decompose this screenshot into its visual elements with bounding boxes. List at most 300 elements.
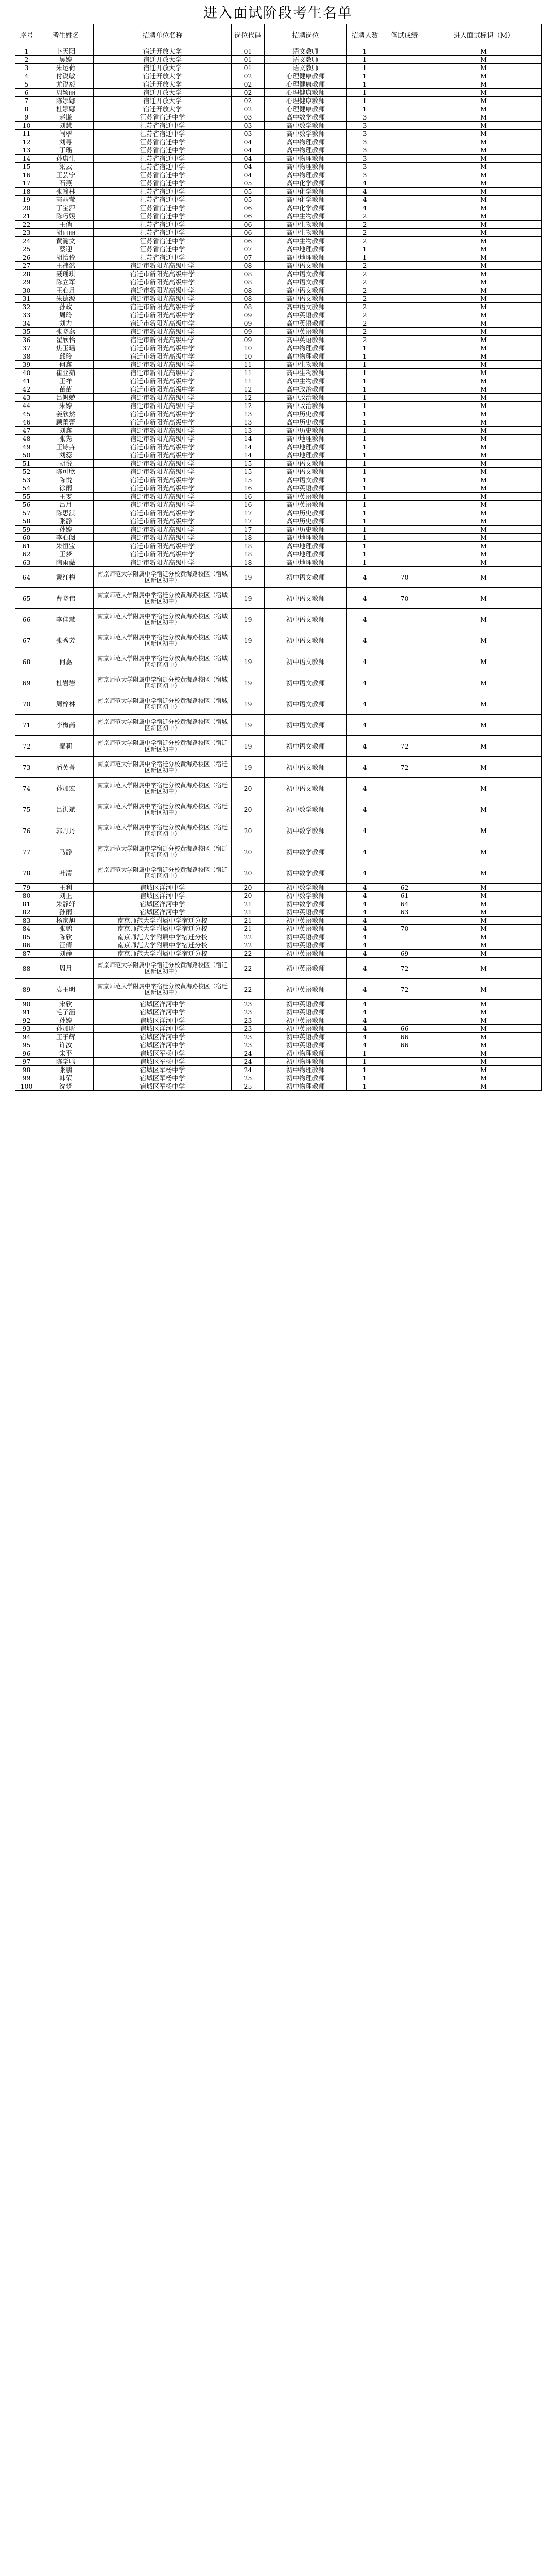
cell-seq: 35 [15, 328, 38, 336]
cell-score [383, 245, 426, 253]
cell-score [383, 933, 426, 941]
cell-quota: 1 [347, 435, 383, 443]
table-row [15, 295, 542, 303]
cell-post: 初中英语教师 [265, 1000, 347, 1008]
cell-unit: 江苏省宿迁中学 [94, 204, 232, 212]
cell-mark: M [426, 900, 542, 908]
table-row [15, 418, 542, 427]
cell-seq: 62 [15, 550, 38, 558]
cell-unit: 江苏省宿迁中学 [94, 163, 232, 171]
cell-code: 14 [232, 435, 265, 443]
cell-mark: M [426, 344, 542, 352]
cell-mark: M [426, 778, 542, 799]
cell-mark: M [426, 336, 542, 344]
cell-post: 高中语文教师 [265, 295, 347, 303]
cell-name: 王于辉 [38, 1033, 94, 1041]
cell-mark: M [426, 270, 542, 278]
cell-name: 秦莉 [38, 736, 94, 757]
cell-mark: M [426, 736, 542, 757]
cell-mark: M [426, 196, 542, 204]
cell-code: 02 [232, 97, 265, 105]
cell-mark: M [426, 799, 542, 820]
cell-quota: 4 [347, 204, 383, 212]
cell-post: 初中语文教师 [265, 651, 347, 672]
cell-mark: M [426, 630, 542, 651]
table-row [15, 958, 542, 979]
cell-seq: 48 [15, 435, 38, 443]
cell-quota: 4 [347, 715, 383, 736]
cell-seq: 3 [15, 64, 38, 72]
cell-quota: 1 [347, 501, 383, 509]
cell-quota: 1 [347, 97, 383, 105]
table-row [15, 435, 542, 443]
cell-code: 03 [232, 113, 265, 122]
cell-unit: 南京师范大学附属中学宿迁分校黄海路校区（宿迁区新区初中） [94, 778, 232, 799]
cell-mark: M [426, 460, 542, 468]
cell-seq: 61 [15, 542, 38, 550]
cell-mark: M [426, 1082, 542, 1091]
cell-code: 07 [232, 245, 265, 253]
table-row [15, 352, 542, 361]
cell-unit: 宿迁市新阳光高级中学 [94, 484, 232, 493]
cell-code: 19 [232, 588, 265, 609]
cell-code: 05 [232, 196, 265, 204]
table-row [15, 979, 542, 1000]
cell-mark: M [426, 526, 542, 534]
cell-mark: M [426, 1066, 542, 1074]
table-row [15, 778, 542, 799]
cell-code: 23 [232, 1008, 265, 1016]
cell-name: 石燕 [38, 179, 94, 188]
cell-unit: 宿迁市新阳光高级中学 [94, 311, 232, 319]
cell-seq: 97 [15, 1058, 38, 1066]
cell-seq: 8 [15, 105, 38, 113]
cell-mark: M [426, 925, 542, 933]
cell-quota: 1 [347, 64, 383, 72]
cell-mark: M [426, 443, 542, 451]
cell-name: 王祎然 [38, 262, 94, 270]
cell-seq: 72 [15, 736, 38, 757]
cell-post: 高中生物教师 [265, 237, 347, 245]
cell-post: 高中地理教师 [265, 443, 347, 451]
cell-code: 08 [232, 262, 265, 270]
cell-quota: 4 [347, 1033, 383, 1041]
cell-name: 何嘉 [38, 651, 94, 672]
table-row [15, 484, 542, 493]
cell-unit: 江苏省宿迁中学 [94, 245, 232, 253]
cell-code: 21 [232, 900, 265, 908]
cell-post: 初中数学教师 [265, 900, 347, 908]
cell-score [383, 278, 426, 286]
cell-quota: 1 [347, 377, 383, 385]
cell-name: 张鹏 [38, 1066, 94, 1074]
cell-unit: 南京师范大学附属中学宿迁分校黄海路校区（宿迁区新区初中） [94, 799, 232, 820]
cell-quota: 4 [347, 1041, 383, 1049]
cell-seq: 10 [15, 122, 38, 130]
cell-quota: 1 [347, 468, 383, 476]
cell-mark: M [426, 47, 542, 56]
cell-mark: M [426, 56, 542, 64]
cell-score [383, 212, 426, 221]
cell-code: 24 [232, 1058, 265, 1066]
table-row [15, 221, 542, 229]
table-header-row [15, 24, 542, 47]
cell-unit: 宿迁市新阳光高级中学 [94, 460, 232, 468]
page-title: 进入面试阶段考生名单 [203, 5, 353, 21]
cell-score [383, 509, 426, 517]
cell-code: 08 [232, 295, 265, 303]
cell-code: 21 [232, 925, 265, 933]
cell-unit: 宿迁市新阳光高级中学 [94, 328, 232, 336]
cell-post: 高中历史教师 [265, 427, 347, 435]
cell-code: 09 [232, 328, 265, 336]
cell-unit: 南京师范大学附属中学宿迁分校黄海路校区（宿城区新区初中） [94, 630, 232, 651]
cell-seq: 81 [15, 900, 38, 908]
cell-post: 高中化学教师 [265, 188, 347, 196]
cell-post: 高中地理教师 [265, 542, 347, 550]
cell-seq: 9 [15, 113, 38, 122]
cell-quota: 1 [347, 443, 383, 451]
cell-mark: M [426, 105, 542, 113]
cell-score [383, 89, 426, 97]
cell-score [383, 336, 426, 344]
cell-post: 初中语文教师 [265, 778, 347, 799]
cell-quota: 3 [347, 163, 383, 171]
cell-post: 高中地理教师 [265, 435, 347, 443]
cell-seq: 54 [15, 484, 38, 493]
cell-mark: M [426, 1016, 542, 1025]
cell-unit: 宿迁开放大学 [94, 97, 232, 105]
cell-unit: 宿迁开放大学 [94, 47, 232, 56]
table-row [15, 1058, 542, 1066]
table-row [15, 80, 542, 89]
cell-mark: M [426, 672, 542, 693]
table-row [15, 651, 542, 672]
cell-mark: M [426, 1049, 542, 1058]
cell-name: 孙政 [38, 303, 94, 311]
cell-seq: 92 [15, 1016, 38, 1025]
cell-score [383, 344, 426, 352]
cell-unit: 江苏省宿迁中学 [94, 113, 232, 122]
cell-mark: M [426, 1041, 542, 1049]
cell-mark: M [426, 138, 542, 146]
cell-score: 69 [383, 950, 426, 958]
cell-post: 心理健康教师 [265, 105, 347, 113]
cell-mark: M [426, 917, 542, 925]
cell-score [383, 402, 426, 410]
cell-score [383, 410, 426, 418]
cell-post: 高中语文教师 [265, 286, 347, 295]
table-row [15, 113, 542, 122]
cell-name: 朱运荷 [38, 64, 94, 72]
cell-mark: M [426, 72, 542, 80]
cell-seq: 100 [15, 1082, 38, 1091]
cell-code: 23 [232, 1000, 265, 1008]
cell-mark: M [426, 841, 542, 862]
cell-score [383, 517, 426, 526]
cell-post: 高中政治教师 [265, 394, 347, 402]
table-row [15, 369, 542, 377]
table-row [15, 410, 542, 418]
cell-quota: 3 [347, 146, 383, 155]
cell-code: 19 [232, 651, 265, 672]
cell-quota: 4 [347, 609, 383, 630]
cell-seq: 6 [15, 89, 38, 97]
table-row [15, 163, 542, 171]
table-row [15, 558, 542, 567]
cell-mark: M [426, 958, 542, 979]
cell-name: 袁玉明 [38, 979, 94, 1000]
cell-code: 25 [232, 1082, 265, 1091]
cell-name: 蔡迎 [38, 245, 94, 253]
cell-score [383, 196, 426, 204]
cell-quota: 4 [347, 567, 383, 588]
cell-name: 顾蕾蕾 [38, 418, 94, 427]
cell-mark: M [426, 352, 542, 361]
cell-unit: 宿城区洋河中学 [94, 1000, 232, 1008]
cell-seq: 80 [15, 892, 38, 900]
table-row [15, 672, 542, 693]
cell-score [383, 328, 426, 336]
cell-mark: M [426, 221, 542, 229]
cell-seq: 89 [15, 979, 38, 1000]
cell-post: 高中英语教师 [265, 328, 347, 336]
cell-unit: 宿迁市新阳光高级中学 [94, 394, 232, 402]
cell-quota: 1 [347, 410, 383, 418]
cell-score [383, 841, 426, 862]
cell-quota: 4 [347, 630, 383, 651]
table-row [15, 229, 542, 237]
cell-quota: 4 [347, 862, 383, 884]
table-row [15, 917, 542, 925]
cell-code: 02 [232, 72, 265, 80]
cell-code: 22 [232, 979, 265, 1000]
cell-post: 初中英语教师 [265, 1016, 347, 1025]
cell-code: 11 [232, 369, 265, 377]
cell-name: 沈梦 [38, 1082, 94, 1091]
cell-quota: 4 [347, 1016, 383, 1025]
table-row [15, 892, 542, 900]
cell-post: 初中英语教师 [265, 908, 347, 917]
cell-score [383, 550, 426, 558]
cell-score: 62 [383, 884, 426, 892]
cell-quota: 2 [347, 229, 383, 237]
cell-name: 聂瑶琪 [38, 270, 94, 278]
table-row [15, 122, 542, 130]
cell-seq: 91 [15, 1008, 38, 1016]
cell-mark: M [426, 862, 542, 884]
cell-score [383, 56, 426, 64]
cell-unit: 宿迁开放大学 [94, 105, 232, 113]
cell-name: 朱恒宝 [38, 542, 94, 550]
cell-seq: 4 [15, 72, 38, 80]
cell-code: 05 [232, 179, 265, 188]
cell-post: 高中政治教师 [265, 402, 347, 410]
cell-seq: 58 [15, 517, 38, 526]
cell-score [383, 526, 426, 534]
cell-post: 高中语文教师 [265, 303, 347, 311]
cell-post: 高中物理教师 [265, 344, 347, 352]
cell-post: 初中数学教师 [265, 820, 347, 841]
cell-unit: 宿城区洋河中学 [94, 1008, 232, 1016]
cell-code: 01 [232, 64, 265, 72]
cell-mark: M [426, 286, 542, 295]
table-row [15, 820, 542, 841]
table-row [15, 146, 542, 155]
table-row [15, 941, 542, 950]
column-header-name: 考生姓名 [38, 24, 94, 47]
cell-score [383, 361, 426, 369]
table-row [15, 1049, 542, 1058]
cell-mark: M [426, 146, 542, 155]
cell-code: 18 [232, 534, 265, 542]
cell-unit: 宿迁市新阳光高级中学 [94, 517, 232, 526]
cell-post: 初中语文教师 [265, 588, 347, 609]
cell-post: 初中英语教师 [265, 1041, 347, 1049]
cell-unit: 宿城区洋河中学 [94, 1016, 232, 1025]
cell-name: 邱玲 [38, 352, 94, 361]
cell-post: 语文教师 [265, 64, 347, 72]
cell-seq: 15 [15, 163, 38, 171]
cell-seq: 30 [15, 286, 38, 295]
cell-seq: 33 [15, 311, 38, 319]
cell-seq: 7 [15, 97, 38, 105]
cell-unit: 江苏省宿迁中学 [94, 212, 232, 221]
cell-unit: 宿迁市新阳光高级中学 [94, 278, 232, 286]
cell-post: 语文教师 [265, 56, 347, 64]
cell-mark: M [426, 588, 542, 609]
cell-code: 24 [232, 1049, 265, 1058]
cell-unit: 南京师范大学附属中学宿迁分校黄海路校区（宿迁区新区初中） [94, 841, 232, 862]
cell-name: 潘英菁 [38, 757, 94, 778]
cell-score [383, 1074, 426, 1082]
cell-score [383, 369, 426, 377]
cell-quota: 1 [347, 451, 383, 460]
table-row [15, 534, 542, 542]
cell-mark: M [426, 64, 542, 72]
cell-code: 14 [232, 451, 265, 460]
cell-code: 02 [232, 89, 265, 97]
cell-code: 07 [232, 253, 265, 262]
cell-name: 丁宝萍 [38, 204, 94, 212]
cell-quota: 4 [347, 736, 383, 757]
cell-quota: 4 [347, 820, 383, 841]
cell-post: 初中语文教师 [265, 630, 347, 651]
cell-seq: 21 [15, 212, 38, 221]
cell-unit: 宿迁市新阳光高级中学 [94, 558, 232, 567]
cell-code: 08 [232, 303, 265, 311]
cell-score: 72 [383, 757, 426, 778]
cell-name: 马静 [38, 841, 94, 862]
cell-seq: 77 [15, 841, 38, 862]
cell-post: 高中地理教师 [265, 253, 347, 262]
cell-post: 高中生物教师 [265, 212, 347, 221]
cell-mark: M [426, 80, 542, 89]
cell-post: 初中语文教师 [265, 757, 347, 778]
cell-unit: 宿迁市新阳光高级中学 [94, 451, 232, 460]
cell-seq: 52 [15, 468, 38, 476]
cell-mark: M [426, 484, 542, 493]
cell-quota: 1 [347, 558, 383, 567]
cell-score: 70 [383, 567, 426, 588]
cell-seq: 88 [15, 958, 38, 979]
cell-mark: M [426, 609, 542, 630]
cell-score [383, 237, 426, 245]
cell-quota: 4 [347, 693, 383, 715]
table-row [15, 862, 542, 884]
cell-unit: 宿迁市新阳光高级中学 [94, 303, 232, 311]
cell-unit: 宿迁市新阳光高级中学 [94, 509, 232, 517]
cell-code: 23 [232, 1016, 265, 1025]
table-row [15, 841, 542, 862]
cell-mark: M [426, 892, 542, 900]
cell-code: 04 [232, 155, 265, 163]
cell-quota: 4 [347, 917, 383, 925]
table-row [15, 89, 542, 97]
cell-code: 09 [232, 319, 265, 328]
cell-code: 17 [232, 509, 265, 517]
table-row [15, 385, 542, 394]
cell-name: 付锐敏 [38, 72, 94, 80]
cell-name: 刘寻 [38, 138, 94, 146]
cell-post: 初中数学教师 [265, 799, 347, 820]
cell-quota: 1 [347, 484, 383, 493]
table-body [15, 47, 542, 1091]
cell-mark: M [426, 542, 542, 550]
cell-seq: 13 [15, 146, 38, 155]
cell-mark: M [426, 468, 542, 476]
cell-seq: 99 [15, 1074, 38, 1082]
cell-score [383, 1066, 426, 1074]
cell-name: 朱德源 [38, 295, 94, 303]
cell-post: 心理健康教师 [265, 80, 347, 89]
cell-code: 08 [232, 270, 265, 278]
cell-score [383, 319, 426, 328]
cell-code: 20 [232, 778, 265, 799]
cell-code: 16 [232, 493, 265, 501]
cell-post: 初中英语教师 [265, 1033, 347, 1041]
cell-score [383, 146, 426, 155]
cell-mark: M [426, 303, 542, 311]
cell-mark: M [426, 476, 542, 484]
table-row [15, 303, 542, 311]
cell-post: 高中语文教师 [265, 270, 347, 278]
cell-score [383, 64, 426, 72]
cell-post: 高中化学教师 [265, 196, 347, 204]
cell-unit: 江苏省宿迁中学 [94, 229, 232, 237]
cell-score [383, 558, 426, 567]
cell-score [383, 542, 426, 550]
cell-seq: 11 [15, 130, 38, 138]
table-row [15, 1074, 542, 1082]
table-row [15, 1000, 542, 1008]
cell-name: 孙加宏 [38, 778, 94, 799]
cell-seq: 26 [15, 253, 38, 262]
cell-code: 24 [232, 1066, 265, 1074]
cell-unit: 宿迁开放大学 [94, 56, 232, 64]
cell-code: 23 [232, 1025, 265, 1033]
cell-post: 初中物理教师 [265, 1058, 347, 1066]
cell-name: 张隽 [38, 435, 94, 443]
cell-score [383, 295, 426, 303]
cell-score [383, 1058, 426, 1066]
table-row [15, 278, 542, 286]
cell-post: 初中英语教师 [265, 917, 347, 925]
cell-code: 03 [232, 130, 265, 138]
cell-seq: 49 [15, 443, 38, 451]
cell-score [383, 72, 426, 80]
table-row [15, 443, 542, 451]
